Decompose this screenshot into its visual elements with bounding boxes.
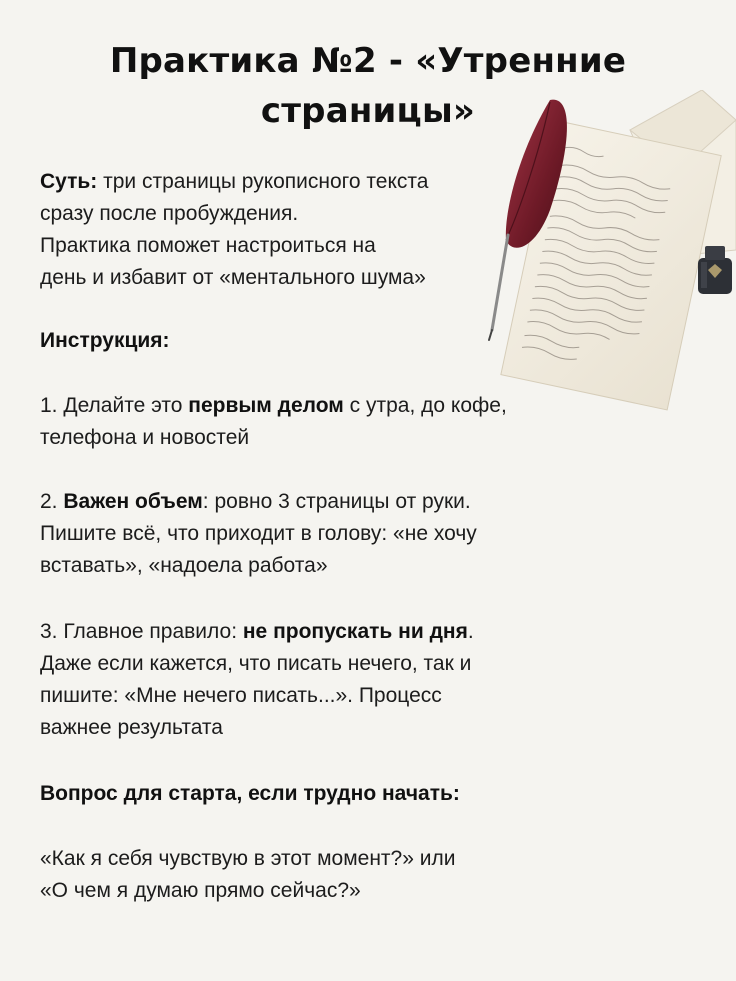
- step-3-line-2: Даже если кажется, что писать нечего, так и: [40, 652, 472, 675]
- step-3-line-4: важнее результата: [40, 716, 223, 739]
- step-2-line-2: Пишите всё, что приходит в голову: «не хочу: [40, 522, 477, 545]
- step-2-line-3: вставать», «надоела работа»: [40, 554, 328, 577]
- essence-label: Суть:: [40, 170, 98, 193]
- step-1-line-2: телефона и новостей: [40, 426, 250, 449]
- essence-line-2: сразу после пробуждения.: [40, 202, 299, 225]
- instructions-heading: Инструкция:: [40, 329, 170, 352]
- step-3-line-3: пишите: «Мне нечего писать...». Процесс: [40, 684, 442, 707]
- step-2: [40, 486, 477, 582]
- question-heading: Вопрос для старта, если трудно начать:: [40, 782, 460, 805]
- step-1-line-1: 1. Делайте это первым делом с утра, до кофе,: [40, 394, 507, 417]
- essence-line-4: день и избавит от «ментального шума»: [40, 266, 426, 289]
- essence-line-1: Суть: три страницы рукописного текста: [40, 170, 429, 193]
- page-title-line-2: страницы»: [260, 91, 476, 131]
- step-3-line-1: 3. Главное правило: не пропускать ни дня.: [40, 620, 474, 643]
- essence-block: [40, 166, 428, 294]
- step-3: [40, 616, 474, 744]
- quill-letter-illustration: [480, 90, 736, 420]
- essence-line-3: Практика поможет настроиться на: [40, 234, 376, 257]
- question-block: [40, 843, 455, 907]
- page-title-line-1: Практика №2 - «Утренние: [109, 41, 627, 81]
- step-2-line-1: 2. Важен объем: ровно 3 страницы от руки.: [40, 490, 471, 513]
- question-line-2: «О чем я думаю прямо сейчас?»: [40, 879, 361, 902]
- step-1: [40, 390, 507, 454]
- question-line-1: «Как я себя чувствую в этот момент?» или: [40, 847, 456, 870]
